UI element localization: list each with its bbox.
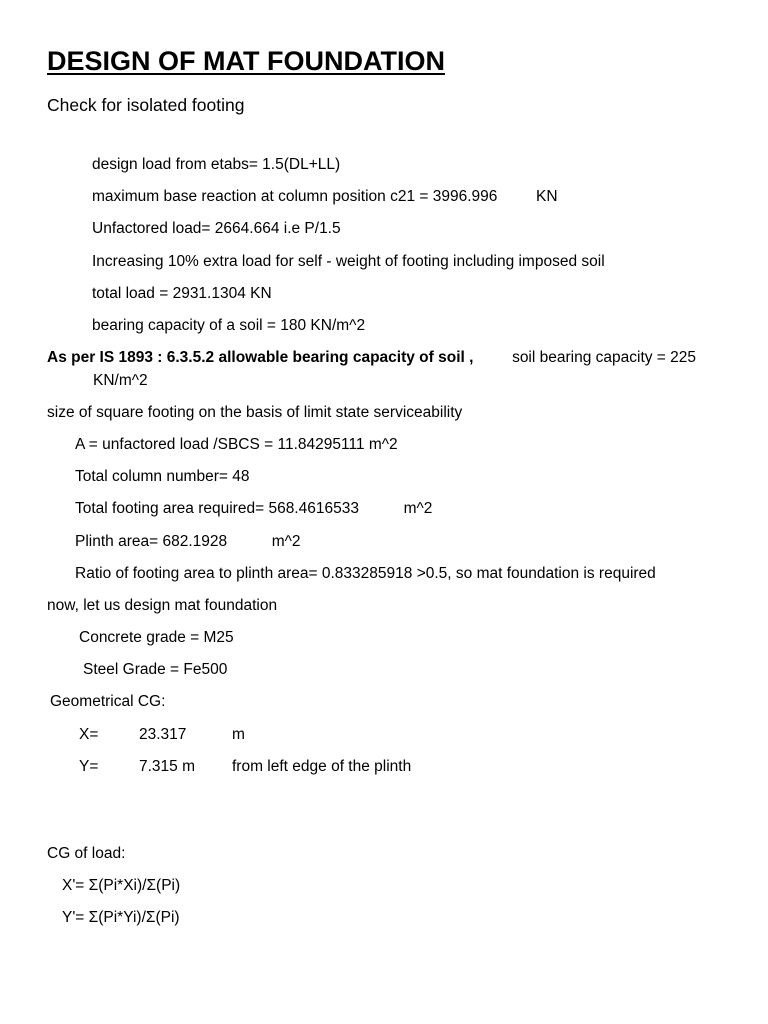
- page-title: DESIGN OF MAT FOUNDATION: [47, 46, 445, 76]
- geometrical-cg-heading: Geometrical CG:: [50, 693, 166, 710]
- sbc-unit-line: KN/m^2: [93, 372, 148, 389]
- plinth-area-unit: m^2: [271, 533, 301, 550]
- total-area-line: [75, 499, 432, 519]
- total-load-line: total load = 2931.1304 KN: [92, 285, 272, 302]
- design-load-line: design load from etabs= 1.5(DL+LL): [92, 156, 341, 173]
- sbc-text: soil bearing capacity = 225: [512, 349, 697, 366]
- bearing-capacity-line: bearing capacity of a soil = 180 KN/m^2: [92, 317, 366, 334]
- code-check-line: [47, 348, 696, 368]
- code-reference: As per IS 1893 : 6.3.5.2 allowable bearing capacity of soil ,: [47, 349, 474, 366]
- mat-intro-line: now, let us design mat foundation: [47, 597, 278, 614]
- load-cg-heading: CG of load:: [47, 845, 126, 862]
- increase-load-line: Increasing 10% extra load for self - weight of footing including imposed soil: [92, 253, 605, 270]
- concrete-grade-line: Concrete grade = M25: [79, 629, 234, 646]
- ratio-line: Ratio of footing area to plinth area= 0.833285918 >0.5, so mat foundation is required: [75, 565, 656, 582]
- cg-x-unit: m: [232, 726, 245, 743]
- max-reaction-text: maximum base reaction at column position c21 = 3996.996: [92, 188, 498, 205]
- cg-x-label: X=: [79, 726, 99, 743]
- cg-x-value: 23.317: [139, 726, 187, 743]
- section-subtitle: Check for isolated footing: [47, 95, 245, 115]
- column-count-line: Total column number= 48: [75, 468, 250, 485]
- steel-grade-line: Steel Grade = Fe500: [83, 661, 228, 678]
- total-area-unit: m^2: [403, 500, 433, 517]
- max-reaction-line: [92, 187, 558, 207]
- load-cg-x-formula: X'= Σ(Pi*Xi)/Σ(Pi): [62, 877, 181, 894]
- cg-y-label: Y=: [79, 758, 99, 775]
- cg-y-note: from left edge of the plinth: [232, 758, 412, 775]
- unfactored-load-line: Unfactored load= 2664.664 i.e P/1.5: [92, 220, 341, 237]
- load-cg-y-formula: Y'= Σ(Pi*Yi)/Σ(Pi): [62, 909, 180, 926]
- plinth-area-text: Plinth area= 682.1928: [75, 533, 228, 550]
- plinth-area-line: [75, 532, 301, 552]
- max-reaction-unit: KN: [536, 188, 558, 205]
- cg-y-value: 7.315 m: [139, 758, 196, 775]
- footing-heading: size of square footing on the basis of limit state serviceability: [47, 404, 463, 421]
- total-area-text: Total footing area required= 568.4616533: [75, 500, 359, 517]
- footing-area-line: A = unfactored load /SBCS = 11.84295111 m^2: [75, 436, 398, 453]
